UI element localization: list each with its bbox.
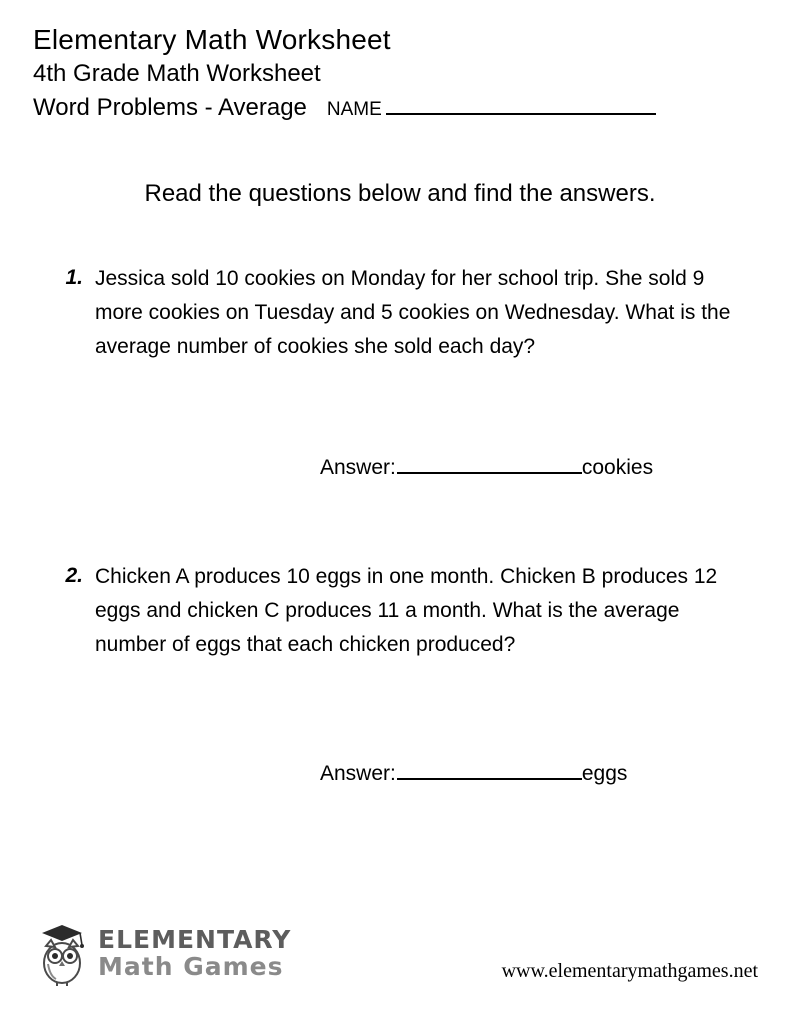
site-url: www.elementarymathgames.net bbox=[501, 960, 758, 982]
answer-label: Answer: bbox=[320, 762, 396, 785]
topic-name-row bbox=[33, 92, 773, 124]
answer-input-line[interactable] bbox=[397, 456, 582, 474]
answer-unit: cookies bbox=[581, 456, 654, 479]
problem-text: Jessica sold 10 cookies on Monday for her school trip. She sold 9 more cookies on Tuesday and 5 cookies on Wednesday. What is the average number of cookies she sold each day? bbox=[95, 267, 731, 358]
page-subtitle: 4th Grade Math Worksheet bbox=[33, 60, 321, 87]
answer-label: Answer: bbox=[320, 456, 396, 479]
site-logo bbox=[36, 920, 291, 986]
answer-row bbox=[95, 456, 773, 480]
problem-number: 2. bbox=[65, 564, 83, 587]
problem-text: Chicken A produces 10 eggs in one month. Chicken B produces 12 eggs and chicken C produces 11 a month. What is the average number of eggs that each chicken produced? bbox=[95, 565, 718, 656]
logo-line-mathgames: Math Games bbox=[98, 952, 284, 981]
owl-graduate-icon bbox=[36, 920, 92, 986]
problem-item bbox=[33, 560, 773, 786]
problem-item bbox=[33, 262, 773, 480]
answer-input-line[interactable] bbox=[397, 762, 582, 780]
logo-wordmark bbox=[98, 927, 291, 979]
worksheet-footer bbox=[0, 920, 800, 1020]
page-title: Elementary Math Worksheet bbox=[33, 24, 391, 55]
problem-number: 1. bbox=[65, 266, 83, 289]
worksheet-header bbox=[33, 22, 773, 124]
answer-unit: eggs bbox=[581, 762, 628, 785]
problem-body bbox=[95, 262, 773, 480]
instructions-text: Read the questions below and find the answers. bbox=[144, 180, 656, 207]
name-label: NAME bbox=[326, 99, 382, 120]
logo-line-elementary: ELEMENTARY bbox=[98, 925, 292, 954]
worksheet-topic: Word Problems - Average bbox=[33, 94, 307, 121]
answer-row bbox=[95, 762, 773, 786]
name-input-line[interactable] bbox=[386, 99, 656, 115]
problem-body bbox=[95, 560, 773, 786]
